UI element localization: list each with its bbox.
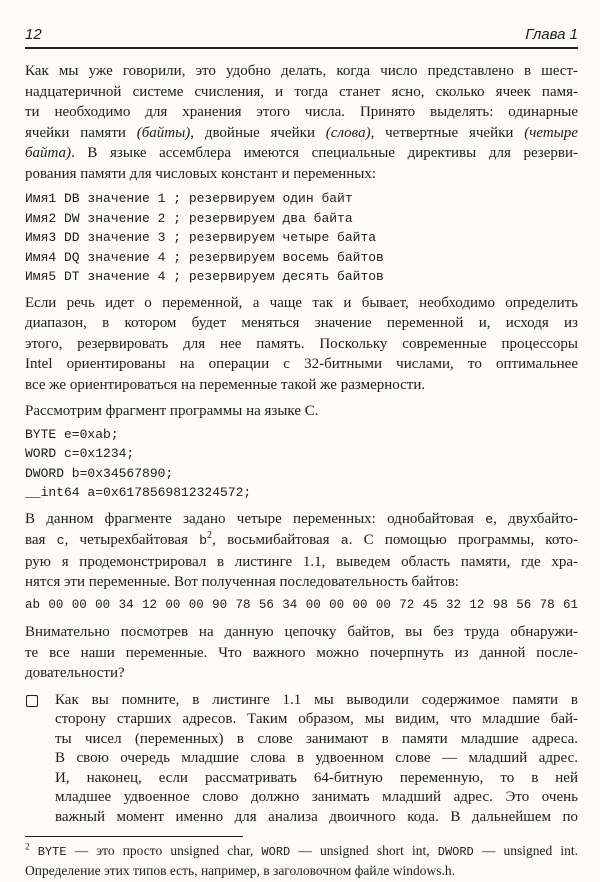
text-run: BYTE xyxy=(37,845,67,859)
bullet-list-item xyxy=(25,691,578,828)
text-line xyxy=(55,691,578,711)
footnote-text xyxy=(25,842,578,879)
square-bullet-icon xyxy=(26,695,38,707)
text-run: надцатеричной системе счисления, и тогда станет ясно, сколько ячеек памя- xyxy=(25,83,578,100)
footnote xyxy=(25,836,578,879)
text-line xyxy=(25,464,578,484)
text-run: Имя3 DD значение 3 ; резервируем четыре байта xyxy=(25,230,377,245)
text-run: , четырехбайтовая xyxy=(64,532,200,548)
text-run: сторону старших адресов. Таким образом, мы видим, что младшие бай- xyxy=(55,711,578,727)
text-run: ты чисел (переменных) в слове занимают в памяти младшие адреса. xyxy=(55,730,578,747)
text-run: , восьмибайтовая xyxy=(212,532,341,548)
text-run: этого, резервировать для нее память. Поскольку современные процессоры xyxy=(25,335,578,352)
text-line xyxy=(25,509,578,531)
text-run: диапазон, в котором будет меняться значение переменной и, исходя из xyxy=(25,315,578,331)
text-run: c xyxy=(56,533,65,548)
text-line xyxy=(25,61,578,82)
text-run: WORD xyxy=(261,845,291,859)
text-run: Имя2 DW значение 2 ; резервируем два байта xyxy=(25,210,353,226)
text-run: байта) xyxy=(25,145,72,161)
text-run: (байты) xyxy=(136,124,191,141)
header-rule xyxy=(25,47,578,49)
text-run: рования памяти для числовых констант и переменных: xyxy=(25,165,377,182)
text-line xyxy=(25,444,578,464)
text-line xyxy=(25,842,578,862)
text-line xyxy=(25,123,578,144)
text-line xyxy=(25,164,578,185)
text-line xyxy=(55,710,578,730)
text-run: (четыре xyxy=(524,124,578,141)
text-line xyxy=(25,267,578,287)
text-line xyxy=(25,143,578,164)
text-run: В свою очередь младшие слова в удвоенном слове — младший адрес. xyxy=(55,750,578,766)
text-run: — unsigned short int, xyxy=(290,843,438,858)
text-run xyxy=(30,843,38,858)
text-run: важный момент именно для анализа двоичного кода. В дальнейшем по xyxy=(55,808,578,825)
text-line xyxy=(25,862,578,880)
text-run: Как вы помните, в листинге 1.1 мы выводили содержимое памяти в xyxy=(55,691,578,708)
text-run: (слова) xyxy=(325,124,371,141)
text-run: Имя1 DB значение 1 ; резервируем один байт xyxy=(25,191,353,206)
text-run: DWORD xyxy=(437,845,474,859)
text-run: ти необходимо для хранения этого числа. Принято выделять: одинарные xyxy=(25,104,578,120)
text-line xyxy=(25,483,578,503)
text-line xyxy=(55,730,578,750)
text-run: DWORD b=0x34567890; xyxy=(25,465,174,481)
text-run: все же ориентироваться на переменные такой же размерности. xyxy=(25,376,426,393)
paragraph-look-closely xyxy=(25,622,578,684)
text-run: BYTE e=0xab; xyxy=(25,426,119,442)
text-run: 2 xyxy=(207,530,213,541)
text-line xyxy=(25,313,578,334)
text-run: a xyxy=(340,533,349,548)
footnote-separator xyxy=(25,836,243,837)
text-run: ячейки памяти xyxy=(25,124,137,141)
text-line xyxy=(25,622,578,643)
text-line xyxy=(25,228,578,248)
text-run: __int64 a=0x6178569812324572; xyxy=(25,485,252,500)
text-line xyxy=(25,572,578,593)
text-run: младшее удвоенное слово должно занимать младший адрес. Это очень xyxy=(55,789,578,805)
text-line xyxy=(25,552,578,573)
text-line xyxy=(55,808,578,828)
chapter-title: Глава 1 xyxy=(525,26,578,43)
text-line xyxy=(25,293,578,314)
text-run: нятся эти переменные. Вот полученная последовательность байтов: xyxy=(25,574,459,590)
text-run: В данном фрагменте задано четыре переменных: однобайтовая xyxy=(25,510,486,527)
text-line xyxy=(25,663,578,684)
text-line xyxy=(25,375,578,396)
text-run: Как мы уже говорили, это удобно делать, когда число представлено в шест- xyxy=(25,63,578,79)
text-run: те все наши переменные. Что важного можно почерпнуть из данной после- xyxy=(25,644,578,661)
text-line xyxy=(55,788,578,808)
text-run: b xyxy=(199,533,208,548)
code-block-c-fragment xyxy=(25,425,578,503)
text-run: вая xyxy=(25,532,57,548)
code-block-asm-directives xyxy=(25,189,578,287)
text-line xyxy=(55,749,578,769)
text-run: — это просто unsigned char, xyxy=(66,843,262,858)
text-line xyxy=(25,530,578,552)
text-run: ab 00 00 00 34 12 00 00 90 78 56 34 00 00 00 00 72 45 32 12 98 56 78 61 xyxy=(25,597,578,612)
text-run: Рассмотрим фрагмент программы на языке C. xyxy=(25,403,319,419)
paragraph-four-variables xyxy=(25,509,578,593)
text-run: Имя4 DQ значение 4 ; резервируем восемь байтов xyxy=(25,249,384,265)
text-line xyxy=(25,102,578,123)
text-run: , четвертные ячейки xyxy=(370,124,525,141)
page-number: 12 xyxy=(25,26,42,43)
text-line xyxy=(25,354,578,375)
text-run: Внимательно посмотрев на данную цепочку байтов, вы без труда обнаружи- xyxy=(25,624,578,640)
text-line xyxy=(55,769,578,789)
text-run: WORD c=0x1234; xyxy=(25,446,135,461)
text-run: , двойные ячейки xyxy=(190,124,326,141)
text-line xyxy=(25,189,578,209)
text-line xyxy=(25,334,578,355)
text-run: , двухбайто- xyxy=(493,510,578,527)
text-run: 2 xyxy=(25,841,30,852)
text-line xyxy=(25,401,578,422)
bullet-item-text xyxy=(55,691,578,828)
paragraph-memory-cells xyxy=(25,61,578,184)
text-run: . В языке ассемблера имеются специальные директивы для резерви- xyxy=(71,145,578,161)
text-line xyxy=(25,248,578,268)
byte-sequence-line xyxy=(25,596,578,616)
paragraph-c-intro xyxy=(25,401,578,422)
text-line xyxy=(25,425,578,445)
text-run: Определение этих типов есть, например, в заголовочном файле windows.h. xyxy=(25,862,455,878)
text-line xyxy=(25,596,578,616)
text-line xyxy=(25,209,578,229)
text-run: e xyxy=(485,511,494,527)
text-run: И, наконец, если рассматривать 64-битную переменную, то в ней xyxy=(55,769,578,786)
text-run: Если речь идет о переменной, а чаще так и бывает, необходимо определить xyxy=(25,294,578,311)
text-run: — unsigned int. xyxy=(473,843,579,858)
text-run: Intel ориентированы на операции с 32-битными числами, то оптимальнее xyxy=(25,356,578,372)
text-run: довательности? xyxy=(25,665,125,681)
text-run: Имя5 DT значение 4 ; резервируем десять байтов xyxy=(25,269,384,284)
text-run: рую я продемонстрировал в листинге 1.1, выведем область памяти, где хра- xyxy=(25,553,578,570)
text-line xyxy=(25,643,578,664)
text-run: . С помощью программы, кото- xyxy=(348,532,578,548)
page-header xyxy=(25,26,578,44)
paragraph-variable-range xyxy=(25,293,578,396)
text-line xyxy=(25,82,578,103)
